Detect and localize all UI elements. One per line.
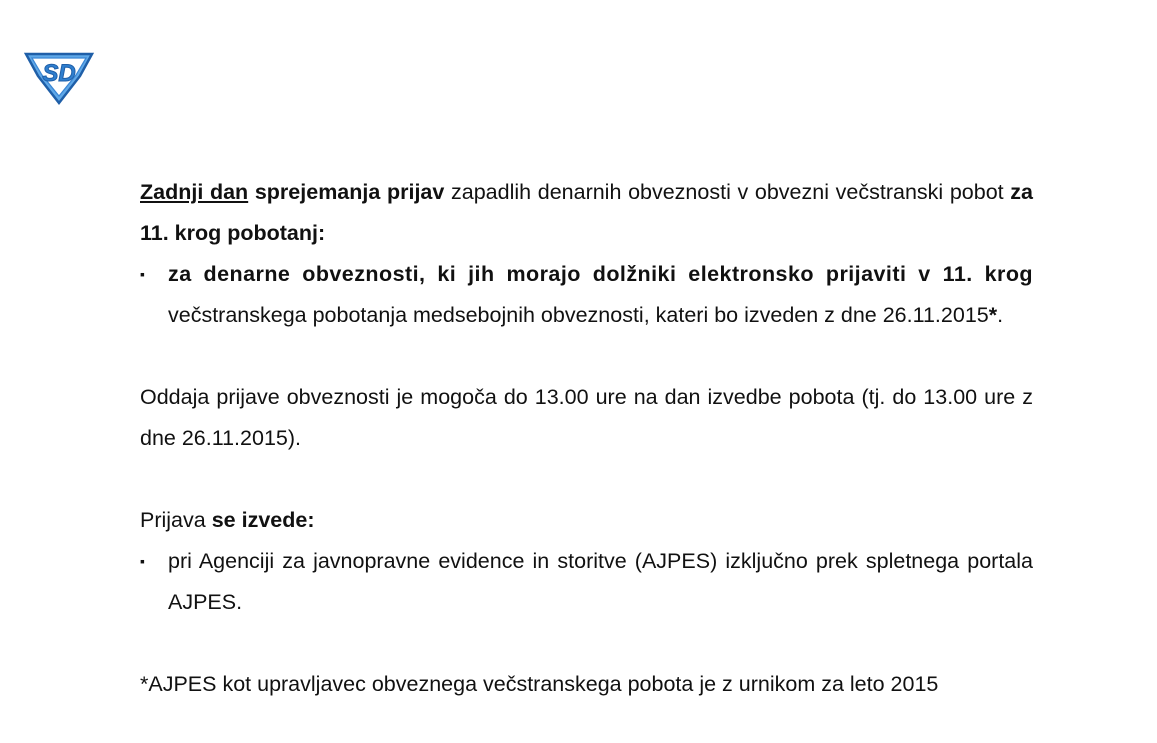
bullet-marker: ▪: [140, 553, 145, 569]
procedure-paragraph: [140, 500, 1033, 541]
bullet1-text: večstranskega pobotanja medsebojnih obveznosti, kateri bo izveden z dne 26.11.2015: [168, 303, 989, 327]
document-body: [140, 172, 1033, 705]
deadline-bold: sprejemanja prijav: [254, 180, 445, 204]
procedure-bold: se izvede:: [211, 508, 315, 532]
deadline-text: zapadlih denarnih obveznosti v obvezni večstranski pobot: [451, 180, 1004, 204]
deadline-underlined: Zadnji dan: [140, 180, 249, 204]
logo-text: SD: [42, 60, 76, 87]
sd-shield-logo-icon: [22, 48, 96, 106]
deadline-round: za 11. krog pobotanj:: [140, 180, 1034, 245]
procedure-plain: Prijava: [140, 508, 206, 532]
bullet2-text: pri Agenciji za javnopravne evidence in storitve (AJPES) izključno prek spletnega portala AJPES.: [168, 549, 1033, 614]
submission-paragraph: Oddaja prijave obveznosti je mogoča do 13.00 ure na dan izvedbe pobota (tj. do 13.00 ure z dne 26.11.2015).: [140, 385, 1033, 450]
bullet-ajpes-portal: [140, 541, 1033, 623]
bullet1-end: .: [997, 303, 1004, 327]
bullet1-asterisk: *: [988, 303, 998, 327]
footnote-paragraph: *AJPES kot upravljavec obveznega večstranskega pobota je z urnikom za leto 2015: [140, 672, 939, 696]
bullet1-bold: za denarne obveznosti, ki jih morajo dolžniki elektronsko prijaviti v 11. krog: [168, 262, 1033, 286]
company-logo: [22, 48, 96, 106]
bullet-electronic-obligations: [140, 254, 1033, 336]
bullet-marker: ▪: [140, 266, 145, 282]
deadline-paragraph: [140, 172, 1033, 254]
